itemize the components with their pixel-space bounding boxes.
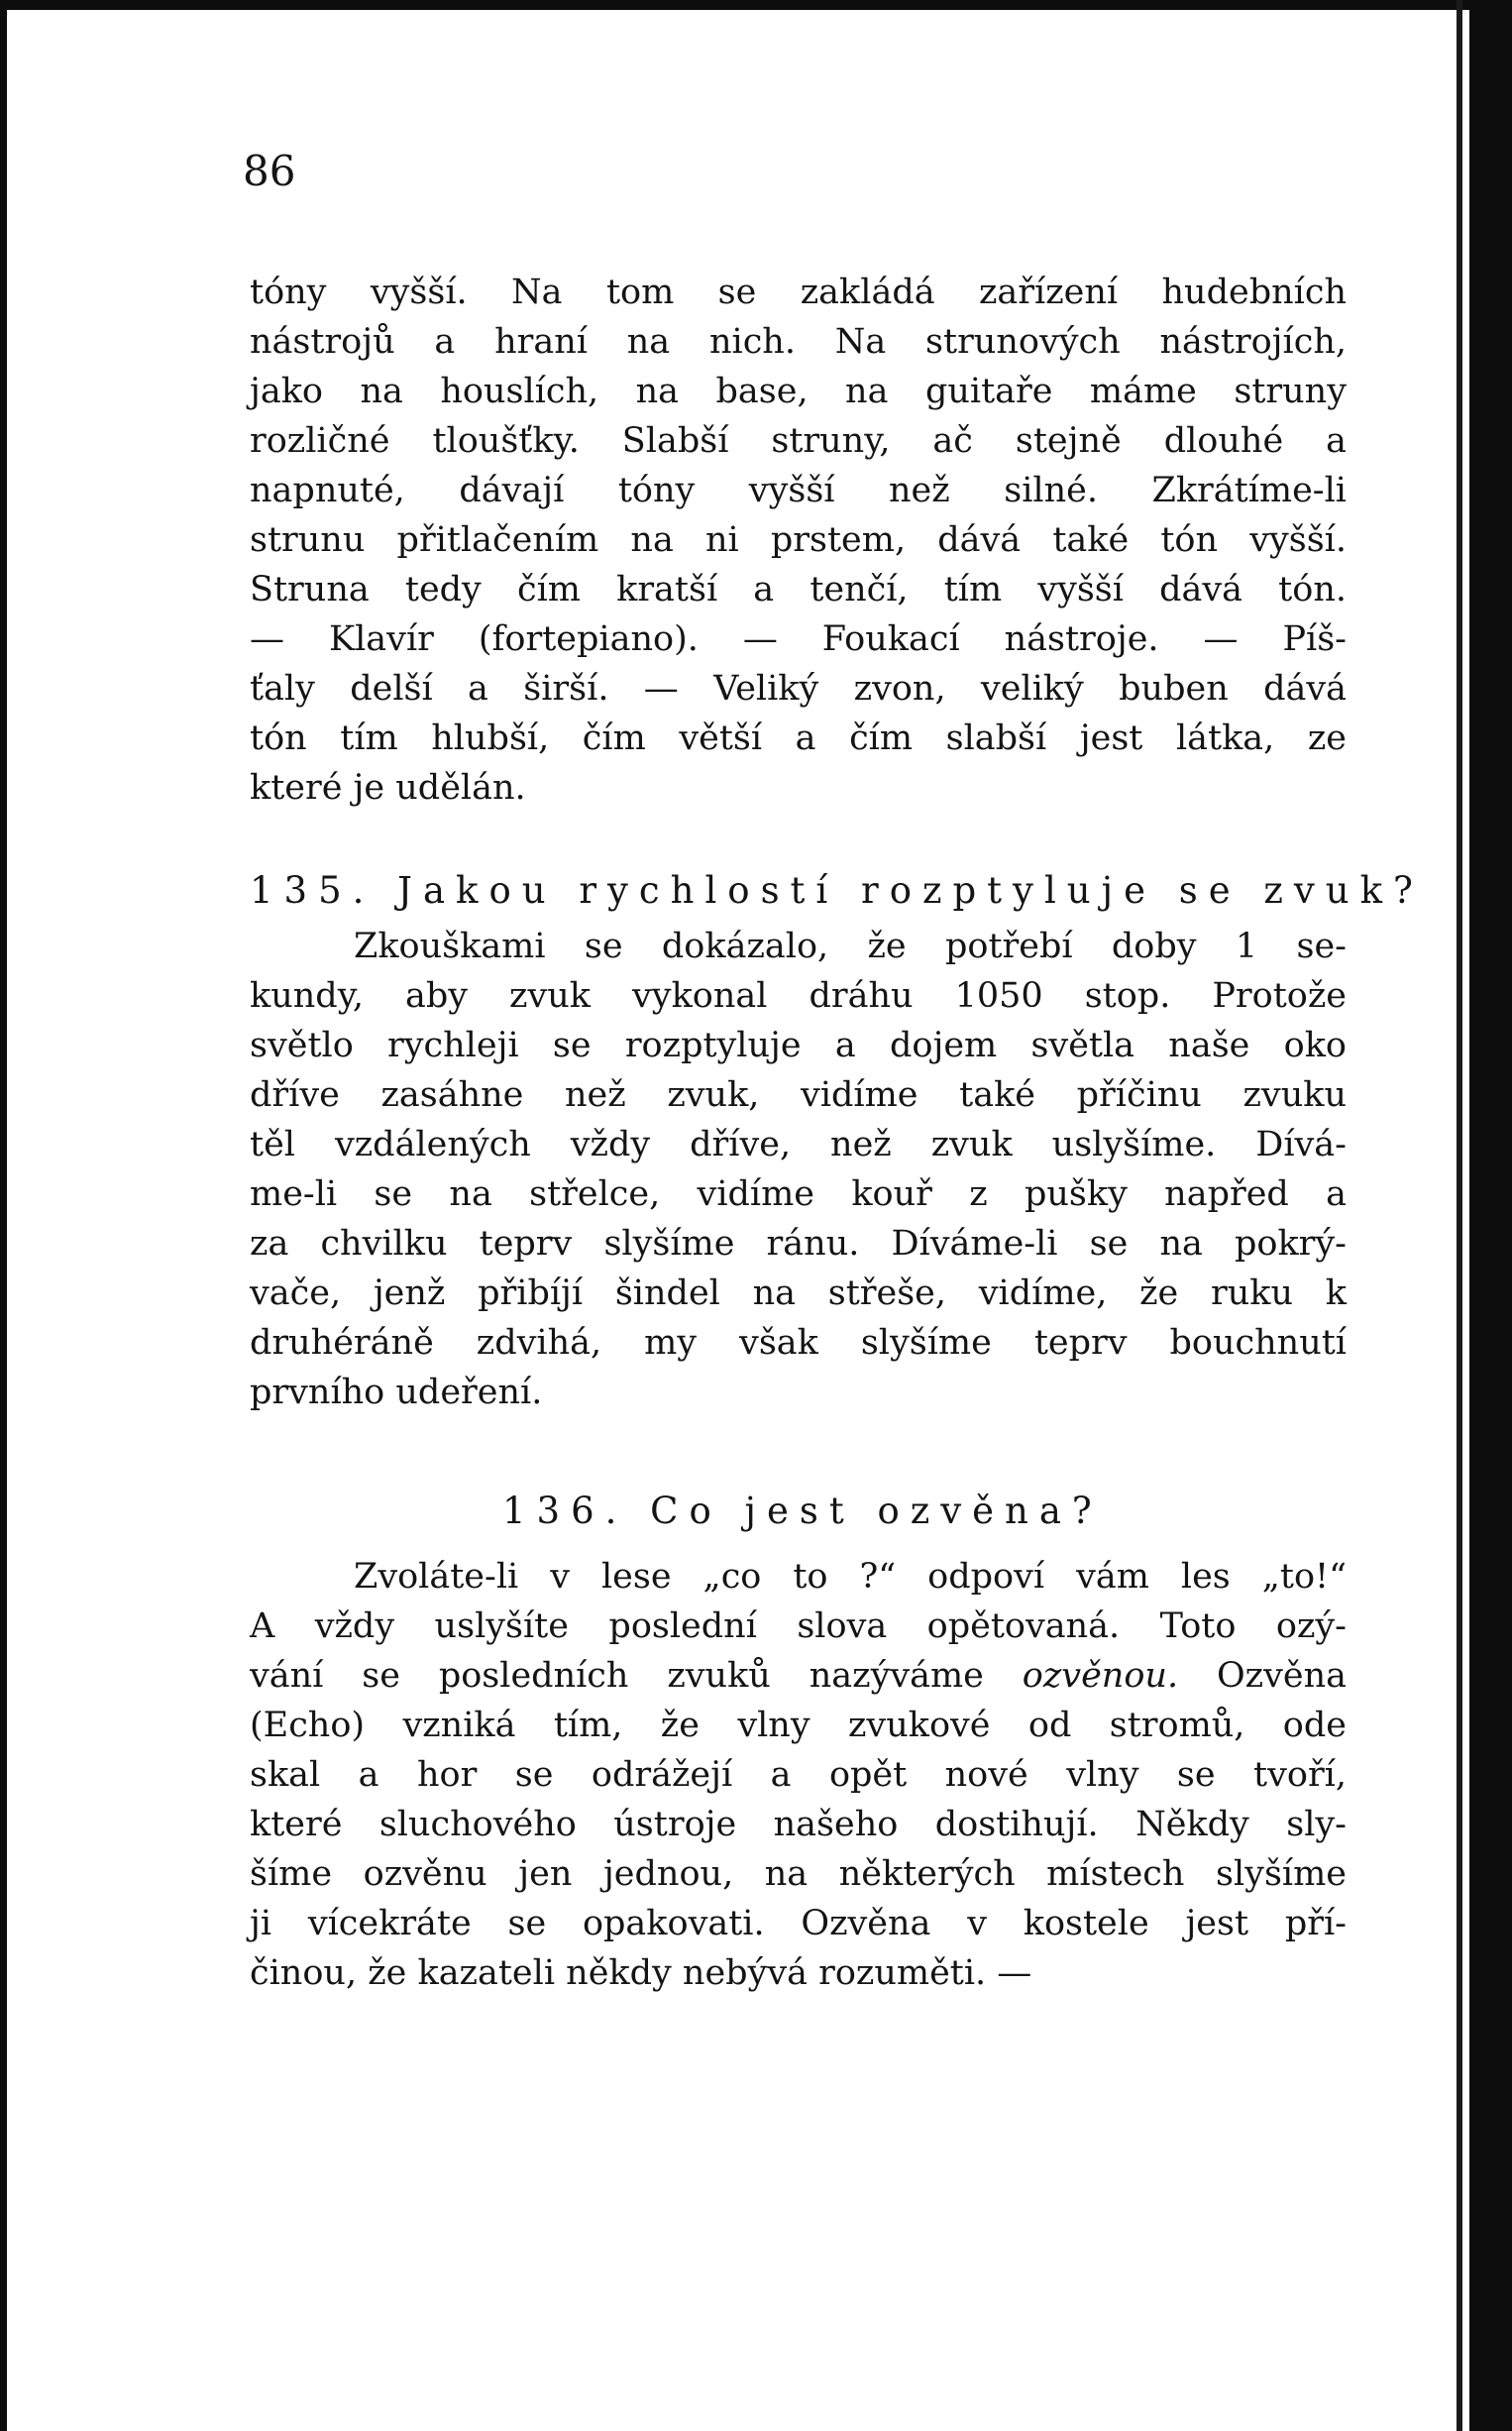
text-line: prvního udeření. bbox=[250, 1373, 543, 1412]
text-line: rozličné tloušťky. Slabší struny, ač stejně dlouhé a bbox=[250, 421, 1347, 461]
text-line: činou, že kazateli někdy nebývá rozuměti. — bbox=[250, 1953, 1032, 1993]
text-line: — Klavír (fortepiano). — Foukací nástroje. — Píš- bbox=[250, 619, 1347, 659]
paragraph-135 bbox=[250, 922, 1347, 1417]
text-line-with-emphasis bbox=[250, 1651, 1347, 1701]
text-line: strunu přitlačením na ni prstem, dává také tón vyšší. bbox=[250, 520, 1347, 560]
text-line: dříve zasáhne než zvuk, vidíme také příčinu zvuku bbox=[250, 1075, 1347, 1115]
text-line: tóny vyšší. Na tom se zakládá zařízení hudebních bbox=[250, 273, 1347, 312]
text-line: ji vícekráte se opakovati. Ozvěna v kostele jest pří- bbox=[250, 1904, 1347, 1943]
paragraph-136 bbox=[250, 1552, 1347, 1998]
text-line: těl vzdálených vždy dříve, než zvuk uslyšíme. Dívá- bbox=[250, 1125, 1347, 1164]
text-line: Zvoláte-li v lese „co to ?“ odpoví vám les „to!“ bbox=[354, 1557, 1347, 1597]
section-heading-135: 135. Jakou rychlostí rozptyluje se zvuk? bbox=[250, 869, 1424, 912]
text-line: za chvilku teprv slyšíme ránu. Díváme-li se na pokrý- bbox=[250, 1224, 1347, 1264]
text-line: které je udělán. bbox=[250, 768, 526, 808]
text-span: vání se posledních zvuků nazýváme bbox=[250, 1656, 1023, 1696]
text-line: napnuté, dávají tóny vyšší než silné. Zkrátíme-li bbox=[250, 471, 1347, 510]
text-line: druhéráně zdvihá, my však slyšíme teprv bouchnutí bbox=[250, 1323, 1347, 1363]
text-line: které sluchového ústroje našeho dostihují. Někdy sly- bbox=[250, 1805, 1347, 1844]
scan-border-right-inner bbox=[1457, 0, 1462, 2431]
text-line: nástrojů a hraní na nich. Na strunových nástrojích, bbox=[250, 322, 1347, 362]
text-line: šíme ozvěnu jen jednou, na některých místech slyšíme bbox=[250, 1854, 1347, 1894]
section-heading-136: 136. Co jest ozvěna? bbox=[502, 1490, 1103, 1532]
text-line: skal a hor se odrážejí a opět nové vlny se tvoří, bbox=[250, 1755, 1347, 1795]
text-line: me-li se na střelce, vidíme kouř z pušky napřed a bbox=[250, 1174, 1347, 1214]
text-line: A vždy uslyšíte poslední slova opětovaná. Toto ozý- bbox=[250, 1606, 1347, 1646]
text-line: tón tím hlubší, čím větší a čím slabší jest látka, ze bbox=[250, 718, 1347, 758]
text-line: (Echo) vzniká tím, že vlny zvukové od stromů, ode bbox=[250, 1706, 1347, 1745]
text-line: Zkouškami se dokázalo, že potřebí doby 1 se- bbox=[354, 927, 1347, 966]
scan-border-right bbox=[1469, 0, 1512, 2431]
page-number: 86 bbox=[243, 147, 296, 195]
text-span: Ozvěna bbox=[1178, 1656, 1347, 1696]
text-line: vače, jenž přibíjí šindel na střeše, vidíme, že ruku k bbox=[250, 1273, 1347, 1313]
text-line: ťaly delší a širší. — Veliký zvon, veliký buben dává bbox=[250, 669, 1347, 709]
text-line: kundy, aby zvuk vykonal dráhu 1050 stop. Protože bbox=[250, 976, 1347, 1016]
emphasized-term: ozvěnou. bbox=[1022, 1656, 1179, 1696]
paragraph-intro bbox=[250, 268, 1347, 813]
text-line: Struna tedy čím kratší a tenčí, tím vyšší dává tón. bbox=[250, 570, 1347, 609]
text-line: světlo rychleji se rozptyluje a dojem světla naše oko bbox=[250, 1026, 1347, 1065]
scan-border-left bbox=[0, 0, 7, 2431]
text-line: jako na houslích, na base, na guitaře máme struny bbox=[250, 372, 1347, 411]
scan-border-top bbox=[0, 0, 1512, 10]
